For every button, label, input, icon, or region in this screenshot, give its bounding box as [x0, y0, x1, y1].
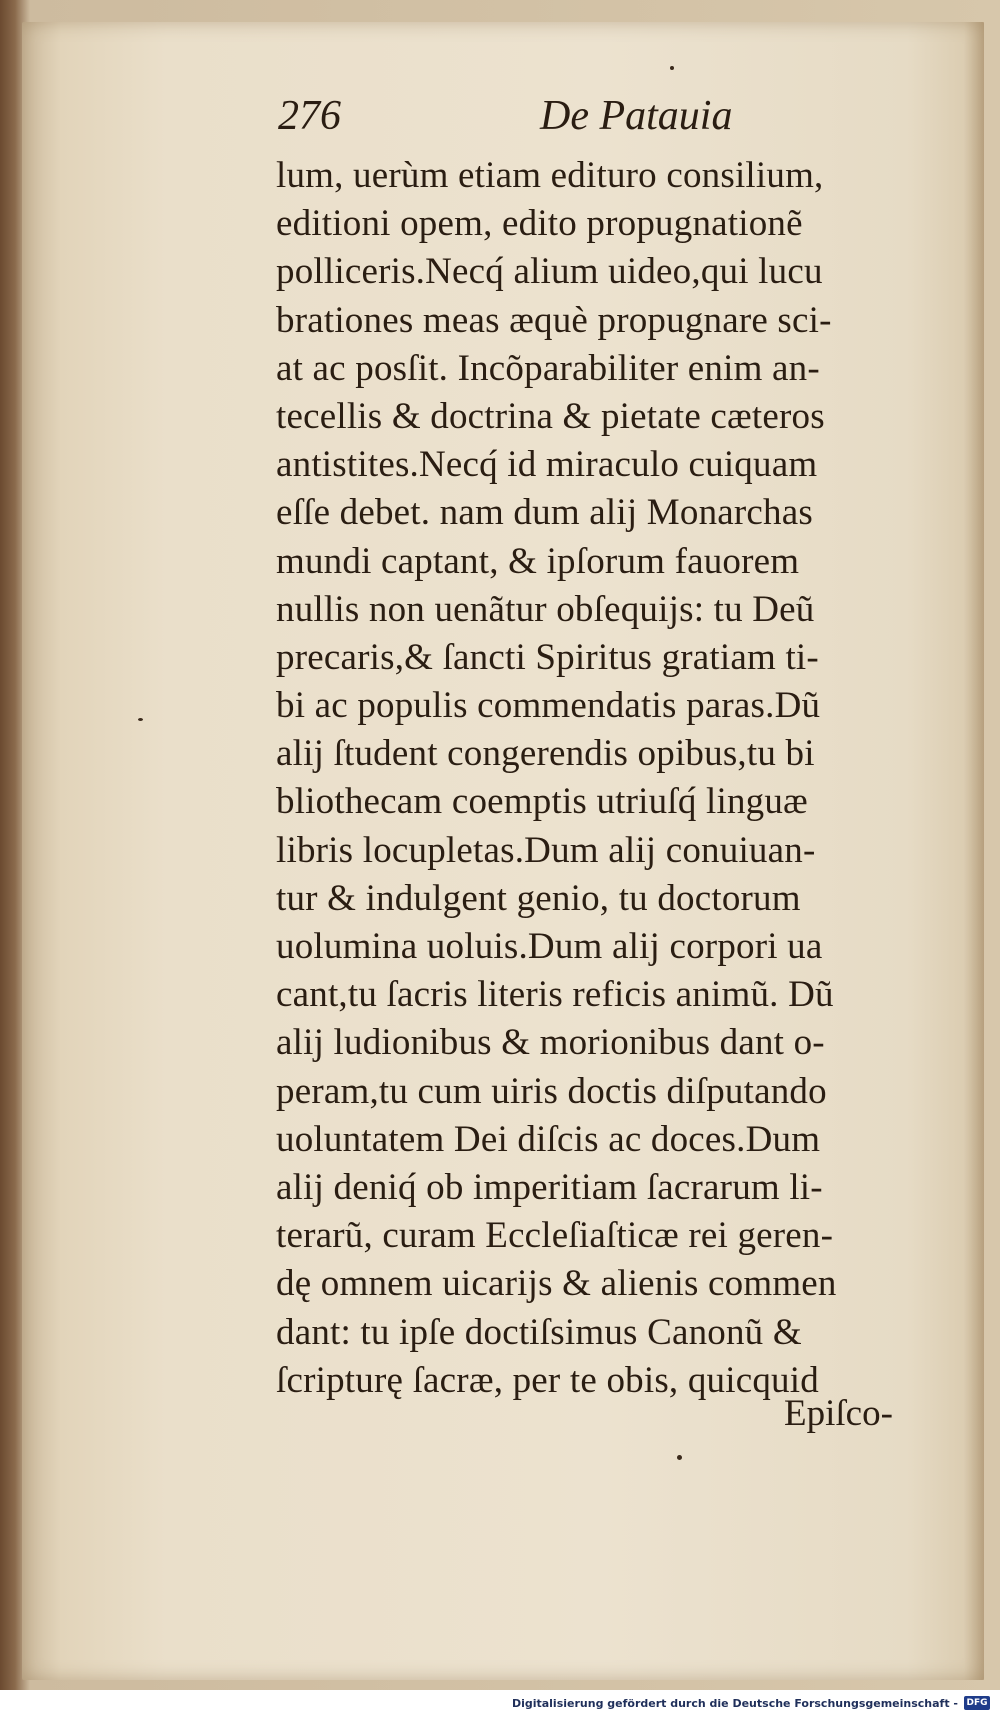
text-line: terarũ, curam Eccleſiaſticæ rei geren- [276, 1215, 834, 1257]
dfg-logo[interactable]: DFG [964, 1696, 990, 1710]
text-line: peram,tu cum uiris doctis diſputando [276, 1070, 827, 1112]
text-line: tur & indulgent genio, tu doctorum [276, 877, 801, 919]
text-line: dant: tu ipſe doctiſsimus Canonũ & [276, 1311, 802, 1353]
text-line: polliceris.Necq́ alium uideo,qui lucu [276, 251, 823, 293]
text-line: eſſe debet. nam dum alij Monarchas [276, 492, 813, 534]
text-line: bliothecam coemptis utriuſq́ linguæ [276, 781, 808, 823]
catchword: Epiſco- [784, 1393, 893, 1434]
text-line: brationes meas æquè propugnare sci- [276, 299, 832, 341]
text-line: mundi captant, & ipſorum fauorem [276, 540, 800, 582]
footer-credit: Digitalisierung gefördert durch die Deutsche Forschungsgemeinschaft - [511, 1697, 958, 1710]
text-line: libris locupletas.Dum alij conuiuan- [276, 829, 816, 871]
text-line: tecellis & doctrina & pietate cæteros [276, 395, 825, 437]
text-line: alij ludionibus & morionibus dant o- [276, 1022, 825, 1064]
page-edge-shadow [964, 22, 984, 1680]
page-header [278, 88, 758, 148]
text-line: bi ac populis commendatis paras.Dũ [276, 685, 821, 727]
text-line: antistites.Necq́ id miraculo cuiquam [276, 444, 818, 486]
text-line: nullis non uenãtur obſequijs: tu Deũ [276, 588, 815, 630]
text-line: alij ſtudent congerendis opibus,tu bi [276, 733, 815, 775]
text-line: uoluntatem Dei diſcis ac doces.Dum [276, 1118, 821, 1160]
text-line: at ac posſit. Incõparabiliter enim an- [276, 347, 820, 389]
text-line: lum, uerùm etiam edituro consilium, [276, 155, 824, 196]
ink-speck [138, 718, 143, 721]
ink-speck [670, 66, 674, 70]
text-line: precaris,& ſancti Spiritus gratiam ti- [276, 636, 819, 678]
running-head: De Patauia [540, 93, 733, 139]
page-number: 276 [278, 93, 341, 139]
text-line: dę omnem uicarijs & alienis commen [276, 1263, 837, 1305]
text-line: editioni opem, edito propugnationẽ [276, 203, 803, 245]
ink-speck [677, 1455, 682, 1460]
text-line: ſcripturę ſacræ, per te obis, quicquid [276, 1359, 819, 1401]
text-line: uolumina uoluis.Dum alij corpori ua [276, 926, 823, 967]
text-line: alij deniq́ ob imperitiam ſacrarum li- [276, 1166, 823, 1208]
text-line: cant,tu ſacris literis reficis animũ. Dũ [276, 974, 834, 1016]
body-text [276, 152, 956, 1405]
